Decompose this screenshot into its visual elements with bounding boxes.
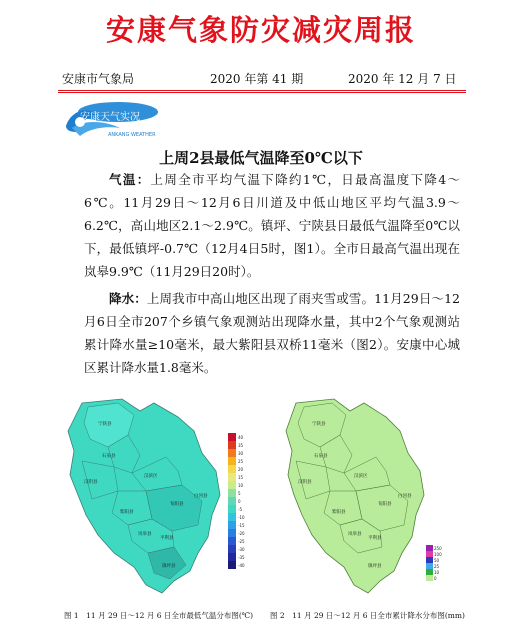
county-label: 宁陕县 <box>98 422 112 427</box>
issue-date: 2020 年 12 月 7 日 <box>348 72 457 86</box>
temperature-legend-label: 5 <box>238 491 241 496</box>
precipitation-legend-label: 25 <box>434 564 440 569</box>
county-label: 汉滨区 <box>144 474 158 479</box>
temperature-legend-label: 15 <box>238 475 244 480</box>
county-label: 石泉县 <box>102 454 116 459</box>
issue-info-bar <box>60 70 480 88</box>
county-label: 紫阳县 <box>120 510 134 515</box>
logo-text: 安康天气实况 <box>80 112 140 123</box>
temperature-legend-label: 10 <box>238 483 244 488</box>
precipitation-legend-label: 250 <box>434 546 442 551</box>
temperature-legend-label: 25 <box>238 459 244 464</box>
temperature-legend-label: 20 <box>238 467 244 472</box>
temperature-legend-label: -40 <box>238 563 245 568</box>
issue-number: 2020 年第 41 期 <box>210 72 304 86</box>
temperature-legend-label: -25 <box>238 539 245 544</box>
temperature-lead: 气温： <box>109 172 151 187</box>
county-label: 岚皋县 <box>348 532 362 537</box>
temperature-legend-label: -10 <box>238 515 245 520</box>
temperature-paragraph <box>84 168 460 283</box>
temperature-legend-label: 40 <box>238 435 244 440</box>
header-rule-bottom <box>58 92 466 93</box>
svg-text:ANKANG WEATHER: ANKANG WEATHER <box>108 132 156 138</box>
precipitation-lead: 降水： <box>109 291 147 306</box>
article-headline: 上周2县最低气温降至0℃以下 <box>159 149 363 167</box>
figure2-caption: 图 2 11 月 29 日～12 月 6 日全市累计降水分布图(mm) <box>270 611 465 620</box>
precipitation-legend-label: 100 <box>434 552 442 557</box>
temperature-legend-label: -35 <box>238 555 245 560</box>
county-label: 宁陕县 <box>312 422 326 427</box>
header-rule-top <box>58 90 466 91</box>
temperature-text: 上周全市平均气温下降约1℃，日最高温度下降4～6℃。11月29日～12月6日川道及中低山地区平均气温3.9～6.2℃，高山地区2.1～2.9℃。镇坪、宁陕县日最低气温降至0℃以下，最低镇坪-0.7℃（12月4日5时，图1）。全市日最高气温出现在岚皋9.9℃（11月29日20时）。 <box>84 172 460 279</box>
county-label: 汉阴县 <box>84 480 98 485</box>
county-label: 白河县 <box>194 494 208 499</box>
county-label: 汉滨区 <box>354 474 368 479</box>
temperature-legend <box>228 433 245 569</box>
precipitation-map <box>282 395 442 610</box>
county-label: 平利县 <box>160 536 174 541</box>
county-label: 石泉县 <box>314 454 328 459</box>
temperature-legend-label: 0 <box>238 499 241 504</box>
temperature-legend-label: -20 <box>238 531 245 536</box>
temperature-legend-label: -30 <box>238 547 245 552</box>
precipitation-legend-label: 10 <box>434 570 440 575</box>
min-temperature-map <box>62 395 252 610</box>
precipitation-legend-label: 50 <box>434 558 440 563</box>
county-label: 汉阴县 <box>298 480 312 485</box>
figure1-caption: 图 1 11 月 29 日～12 月 6 日全市最低气温分布图(℃) <box>64 611 254 620</box>
precipitation-paragraph <box>84 287 460 379</box>
precipitation-text: 上周我市中高山地区出现了雨夹雪或雪。11月29日～12月6日全市207个乡镇气象观测站出现降水量，其中2个气象观测站累计降水量≥10毫米，最大紫阳县双桥11毫米（图2）。安康中心城区累计降水量1.8毫米。 <box>84 291 460 375</box>
county-label: 白河县 <box>398 494 412 499</box>
temperature-legend-label: -5 <box>238 507 242 512</box>
county-label: 岚皋县 <box>138 532 152 537</box>
county-label: 镇坪县 <box>368 564 382 569</box>
county-label: 镇坪县 <box>162 564 176 569</box>
temperature-legend-label: -15 <box>238 523 245 528</box>
county-label: 旬阳县 <box>170 502 184 507</box>
precipitation-legend-label: 0 <box>434 576 437 581</box>
county-label: 旬阳县 <box>378 502 392 507</box>
report-title: 安康气象防灾减灾周报 <box>105 13 416 47</box>
issuing-org: 安康市气象局 <box>62 72 135 86</box>
temperature-legend-label: 35 <box>238 443 244 448</box>
county-label: 紫阳县 <box>332 510 346 515</box>
county-label: 平利县 <box>368 536 382 541</box>
precipitation-legend <box>426 545 442 581</box>
temperature-legend-label: 30 <box>238 451 244 456</box>
